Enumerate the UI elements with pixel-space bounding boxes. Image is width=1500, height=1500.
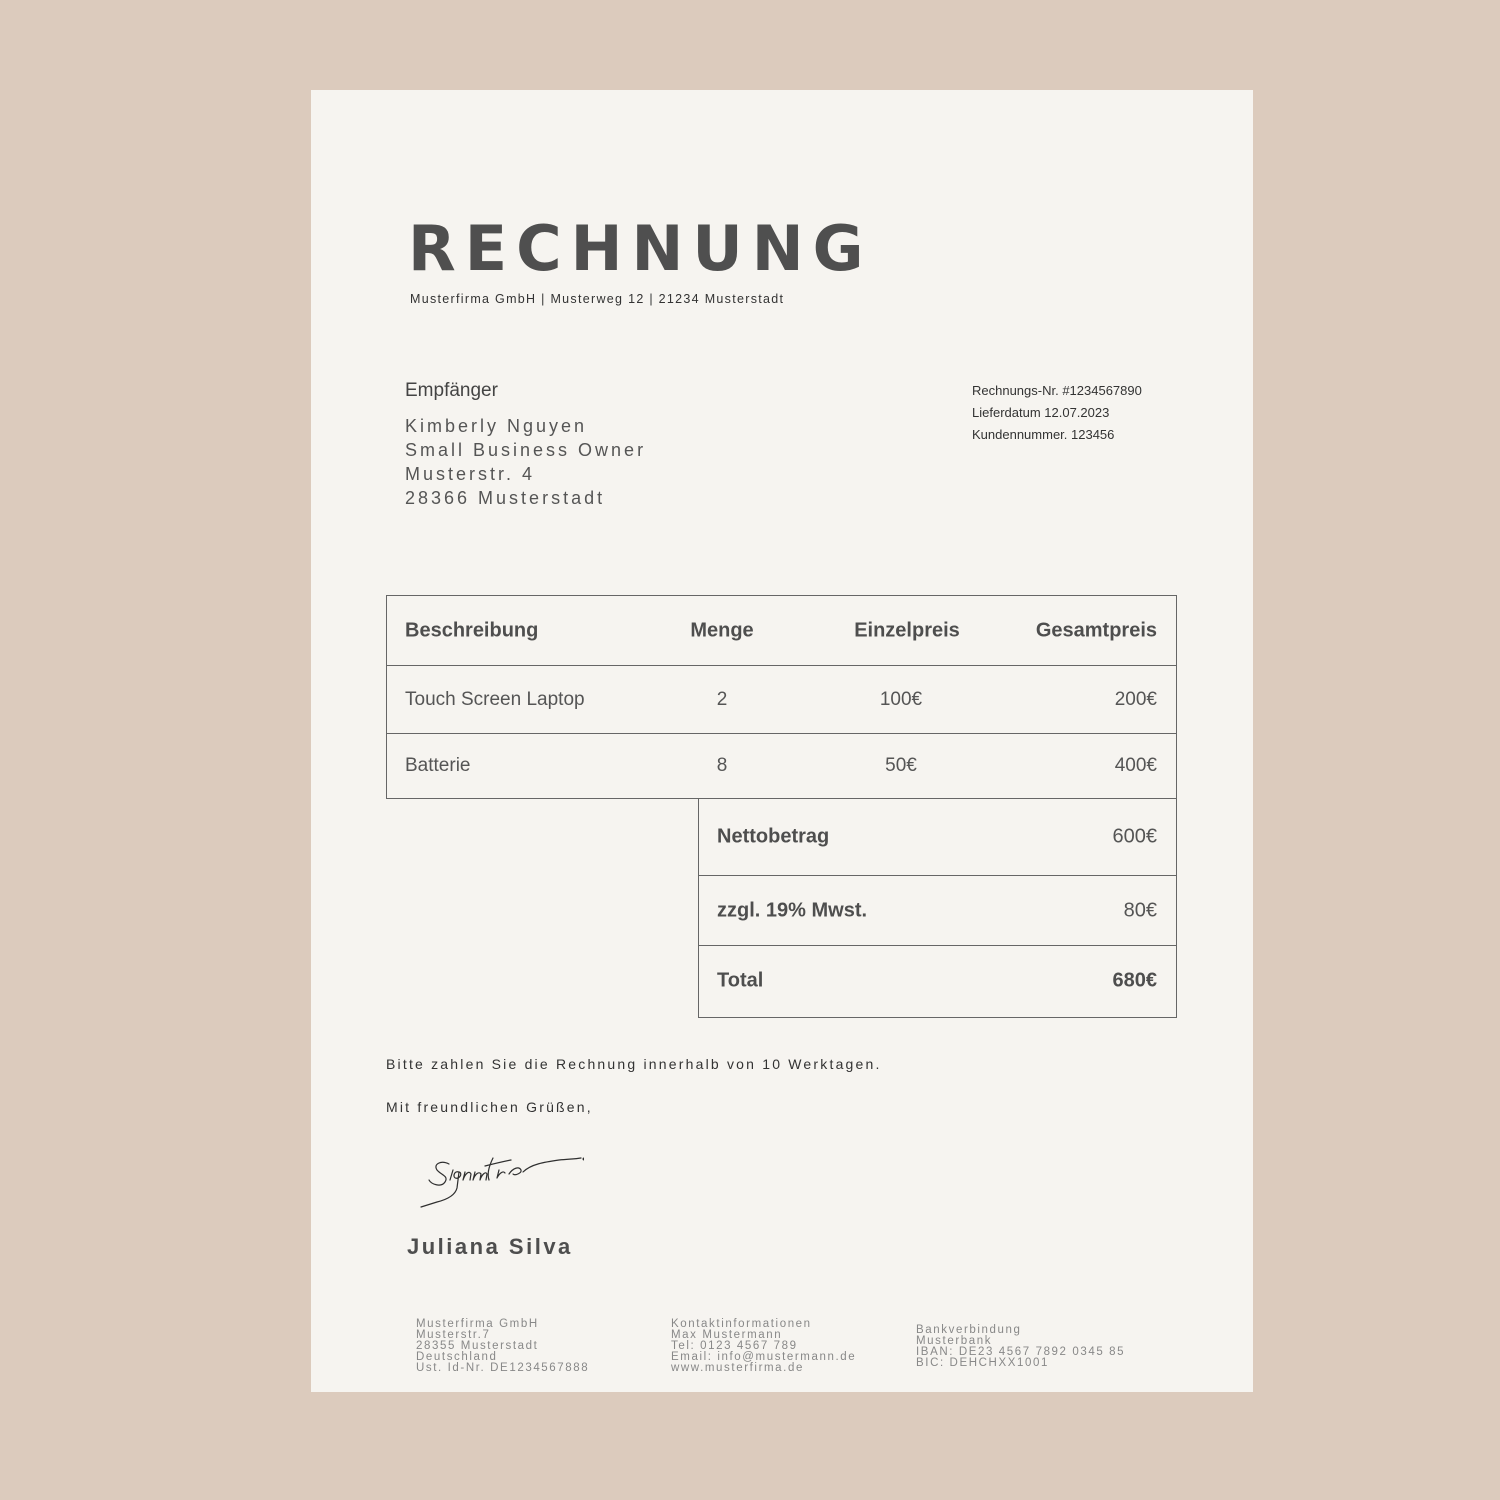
footer-bank-line: BIC: DEHCHXX1001 [916, 1357, 1049, 1369]
net-amount-label: Nettobetrag [717, 825, 830, 848]
item-unit-price-value: 100€ [879, 688, 923, 710]
signer-name: Juliana Silva [407, 1234, 573, 1259]
footer-company-line: Musterstr.7 [416, 1329, 491, 1341]
closing-greeting: Mit freundlichen Grüßen, [386, 1099, 593, 1115]
invoice-meta [972, 380, 1142, 446]
footer-contact-line: Tel: 0123 4567 789 [671, 1340, 798, 1352]
recipient-city: 28366 Musterstadt [405, 488, 606, 508]
header-total-price: Gesamtpreis [1035, 619, 1157, 641]
item-unit-price-value: 50€ [885, 755, 917, 776]
footer-contact-line: Max Mustermann [671, 1329, 783, 1341]
header-description: Beschreibung [405, 619, 539, 641]
footer-contact-line: Kontaktinformationen [671, 1318, 812, 1330]
total-row [699, 946, 1176, 1016]
header-unit-price-label: Einzelpreis [854, 619, 960, 641]
table-row [387, 734, 1176, 798]
total-label: Total [717, 969, 764, 992]
footer-company-line: 28355 Musterstadt [416, 1340, 539, 1352]
signature-image [419, 1140, 584, 1208]
footer-bank-line: Musterbank [916, 1335, 993, 1347]
footer-contact-line: Email: info@mustermann.de [671, 1351, 857, 1363]
totals-table [698, 799, 1177, 1018]
item-quantity-value: 2 [716, 688, 728, 710]
customer-number: Kundennummer. 123456 [972, 427, 1115, 442]
item-total-price: 200€ [1114, 688, 1157, 710]
delivery-date: Lieferdatum 12.07.2023 [972, 405, 1110, 420]
footer-bank [916, 1325, 1125, 1369]
tax-row [699, 876, 1176, 946]
footer-bank-line: IBAN: DE23 4567 7892 0345 85 [916, 1346, 1126, 1358]
invoice-sheet [311, 90, 1253, 1392]
footer-contact [671, 1319, 856, 1374]
total-value: 680€ [1112, 969, 1157, 992]
items-table [386, 595, 1177, 799]
item-quantity-value: 8 [716, 755, 728, 776]
item-description: Batterie [405, 755, 471, 776]
recipient-address [405, 414, 646, 510]
table-row [387, 666, 1176, 734]
footer-company [416, 1319, 589, 1374]
item-description: Touch Screen Laptop [405, 688, 585, 710]
table-header-row [387, 596, 1176, 666]
invoice-title: RECHNUNG [408, 212, 873, 285]
recipient-role: Small Business Owner [405, 440, 647, 460]
header-quantity-label: Menge [690, 619, 754, 641]
footer-bank-line: Bankverbindung [916, 1324, 1022, 1336]
footer-contact-line: www.musterfirma.de [671, 1362, 804, 1374]
footer-company-line: Deutschland [416, 1351, 498, 1363]
company-address-line: Musterfirma GmbH | Musterweg 12 | 21234 Musterstadt [410, 292, 785, 306]
item-total-price: 400€ [1114, 755, 1157, 776]
invoice-number: Rechnungs-Nr. #1234567890 [972, 383, 1142, 398]
recipient-street: Musterstr. 4 [405, 464, 536, 484]
recipient-heading: Empfänger [405, 380, 498, 401]
net-amount-row [699, 799, 1176, 876]
footer-company-line: Ust. Id-Nr. DE1234567888 [416, 1362, 590, 1374]
tax-label: zzgl. 19% Mwst. [717, 899, 868, 921]
footer-company-line: Musterfirma GmbH [416, 1318, 539, 1330]
payment-note: Bitte zahlen Sie die Rechnung innerhalb von 10 Werktagen. [386, 1056, 882, 1072]
net-amount-value: 600€ [1112, 825, 1157, 848]
tax-value: 80€ [1123, 899, 1157, 921]
recipient-name: Kimberly Nguyen [405, 416, 588, 436]
